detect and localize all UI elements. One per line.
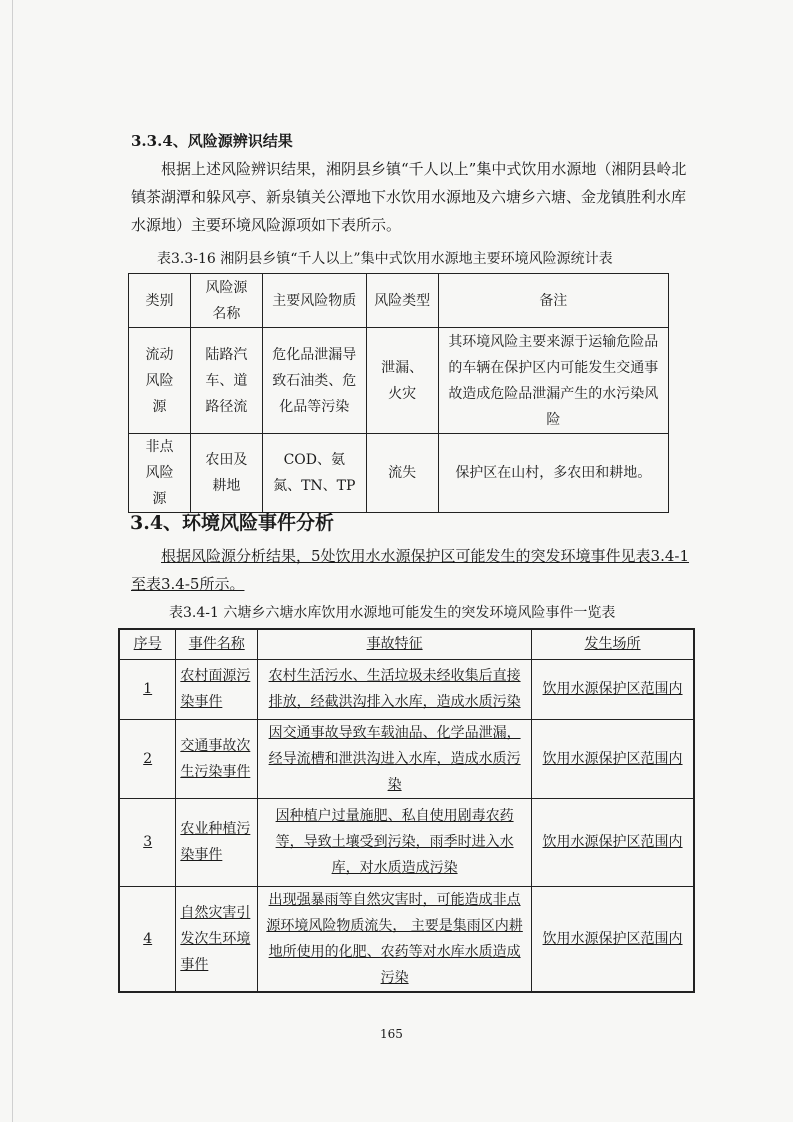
risk-event-table bbox=[118, 628, 695, 993]
section-heading-3-3-4: 3.3.4、风险源辨识结果 bbox=[131, 132, 293, 150]
table-cell: 其环境风险主要来源于运输危险品的车辆在保护区内可能发生交通事故造成危险品泄漏产生的水污染风险 bbox=[438, 328, 668, 434]
table-row bbox=[119, 659, 694, 719]
table-cell: 农村面源污染事件 bbox=[176, 659, 258, 719]
table-cell: 1 bbox=[119, 659, 176, 719]
table-cell: 饮用水源保护区范围内 bbox=[532, 659, 694, 719]
table-cell: 出现强暴雨等自然灾害时，可能造成非点源环境风险物质流失， 主要是集雨区内耕地所使用的化肥、农药等对水库水质造成污染 bbox=[258, 886, 532, 992]
header-cell: 事故特征 bbox=[258, 629, 532, 659]
table-row bbox=[119, 886, 694, 992]
table-cell: 保护区在山村，多农田和耕地。 bbox=[438, 434, 668, 513]
page-number: 165 bbox=[380, 1027, 403, 1041]
table-cell: COD、氨氮、TN、TP bbox=[262, 434, 366, 513]
table-cell: 因交通事故导致车载油品、化学品泄漏，经导流槽和泄洪沟进入水库，造成水质污染 bbox=[258, 719, 532, 798]
table-cell: 非点风险源 bbox=[129, 434, 191, 513]
table-row bbox=[119, 798, 694, 886]
table-cell: 农村生活污水、生活垃圾未经收集后直接排放，经截洪沟排入水库，造成水质污染 bbox=[258, 659, 532, 719]
table-header-row bbox=[119, 629, 694, 659]
table-cell: 农业种植污染事件 bbox=[176, 798, 258, 886]
header-cell: 发生场所 bbox=[532, 629, 694, 659]
header-cell: 风险源名称 bbox=[190, 274, 262, 328]
table-cell: 交通事故次生污染事件 bbox=[176, 719, 258, 798]
table-row bbox=[119, 719, 694, 798]
table-row bbox=[129, 328, 669, 434]
header-cell: 类别 bbox=[129, 274, 191, 328]
table-cell: 流失 bbox=[366, 434, 438, 513]
table-cell: 饮用水源保护区范围内 bbox=[532, 886, 694, 992]
table-caption-3-4-1: 表3.4-1 六塘乡六塘水库饮用水源地可能发生的突发环境风险事件一览表 bbox=[169, 605, 616, 621]
table-cell: 农田及耕地 bbox=[190, 434, 262, 513]
table-cell: 危化品泄漏导致石油类、危化品等污染 bbox=[262, 328, 366, 434]
header-cell: 备注 bbox=[438, 274, 668, 328]
section-heading-3-4: 3.4、环境风险事件分析 bbox=[130, 512, 335, 534]
header-cell: 主要风险物质 bbox=[262, 274, 366, 328]
scan-edge-line bbox=[12, 0, 13, 1122]
header-cell: 序号 bbox=[119, 629, 176, 659]
table-cell: 4 bbox=[119, 886, 176, 992]
header-cell: 风险类型 bbox=[366, 274, 438, 328]
table-row bbox=[129, 434, 669, 513]
risk-source-table bbox=[128, 273, 669, 513]
table-cell: 饮用水源保护区范围内 bbox=[532, 719, 694, 798]
header-cell: 事件名称 bbox=[176, 629, 258, 659]
table-cell: 因种植户过量施肥、私自使用剧毒农药等，导致土壤受到污染，雨季时进入水库，对水质造成污染 bbox=[258, 798, 532, 886]
paragraph-risk-identification: 根据上述风险辨识结果，湘阴县乡镇“千人以上”集中式饮用水源地（湘阴县岭北镇茶湖潭和躲风亭、新泉镇关公潭地下水饮用水源地及六塘乡六塘、金龙镇胜利水库水源地）主要环境风险源项如下表所示。 bbox=[131, 160, 687, 234]
table-cell: 陆路汽车、道路径流 bbox=[190, 328, 262, 434]
table-caption-3-3-16: 表3.3-16 湘阴县乡镇“千人以上”集中式饮用水源地主要环境风险源统计表 bbox=[157, 251, 613, 267]
table-cell: 流动风险源 bbox=[129, 328, 191, 434]
table-cell: 泄漏、火灾 bbox=[366, 328, 438, 434]
table-cell: 3 bbox=[119, 798, 176, 886]
table-header-row bbox=[129, 274, 669, 328]
table-cell: 饮用水源保护区范围内 bbox=[532, 798, 694, 886]
table-cell: 2 bbox=[119, 719, 176, 798]
paragraph-risk-event-analysis: 根据风险源分析结果，5处饮用水水源保护区可能发生的突发环境事件见表3.4-1至表3.4-5所示。 bbox=[131, 547, 690, 593]
table-cell: 自然灾害引发次生环境事件 bbox=[176, 886, 258, 992]
